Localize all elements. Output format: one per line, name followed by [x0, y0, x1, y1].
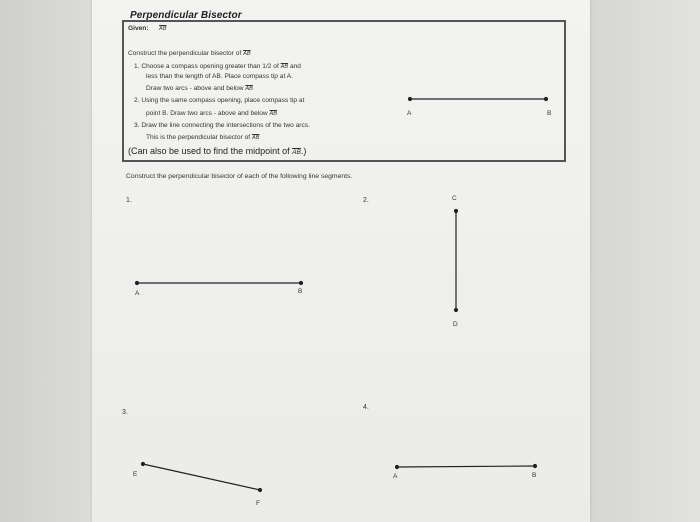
problem-3-point-f [259, 489, 262, 492]
construct-text: Construct the perpendicular bisector of [128, 50, 242, 57]
background-left [0, 0, 92, 522]
example-point-a [409, 98, 412, 101]
step1-c-seg: $\overline{AB}$ [245, 86, 253, 92]
problem-2-label-c: C [452, 195, 457, 202]
step2-b-text: point B. Draw two arcs - above and below [146, 110, 268, 117]
problem-4-label-b: B [532, 472, 537, 479]
problem-2-point-d [455, 309, 458, 312]
background-right [590, 0, 700, 522]
example-label-a: A [407, 110, 412, 117]
step2-b-seg: $\overline{AB}$ [269, 111, 277, 117]
exercise-instructions: Construct the perpendicular bisector of each of the following line segments. [126, 173, 353, 180]
problem-1-label-b: B [298, 288, 303, 295]
step2-line-a: 2. Using the same compass opening, place compass tip at [134, 97, 305, 104]
note-text: (Can also be used to find the midpoint of [128, 146, 290, 156]
problem-3-number: 3. [122, 409, 128, 416]
problem-2-number: 2. [363, 197, 369, 204]
problem-1-point-b [300, 282, 303, 285]
problem-1-number: 1. [126, 197, 132, 204]
step3-b-seg: $\overline{AB}$ [251, 135, 260, 141]
step1-text: 1. Choose a compass opening greater than 1/2 of [134, 63, 279, 70]
given-label: Given: [128, 25, 149, 32]
step1-line-b: less than the length of AB. Place compass tip at A. [146, 73, 293, 80]
step3-b-text: This is the perpendicular bisector of [146, 134, 251, 141]
problem-1-label-a: A [135, 290, 140, 297]
example-label-b: B [547, 110, 552, 117]
segments-drawing [92, 0, 590, 522]
problem-3-label-e: E [133, 471, 138, 478]
problem-4-point-a [396, 466, 399, 469]
step3-line-a: 3. Draw the line connecting the intersections of the two arcs. [134, 122, 310, 129]
problem-4-segment [397, 466, 535, 467]
problem-3-label-f: F [256, 500, 260, 507]
given-value: $\overline{AB}$ [159, 26, 167, 32]
step1-seg: $\overline{AB}$ [280, 64, 289, 70]
problem-3-segment [143, 464, 260, 490]
note-seg: $\overline{AB}$ [292, 149, 301, 156]
problem-2-label-d: D [453, 321, 458, 328]
problem-2-point-c [455, 210, 458, 213]
step1-c-text: Draw two arcs - above and below [146, 85, 244, 92]
problem-1-point-a [136, 282, 139, 285]
problem-4-point-b [534, 465, 537, 468]
note-end: .) [300, 146, 307, 156]
construct-seg: $\overline{AB}$ [243, 51, 251, 57]
problem-3-point-e [142, 463, 145, 466]
problem-4-number: 4. [363, 404, 369, 411]
page-title: Perpendicular Bisector [130, 10, 242, 21]
step1-end: and [289, 63, 301, 70]
worksheet-page [92, 0, 590, 522]
example-point-b [545, 98, 548, 101]
problem-4-label-a: A [393, 473, 398, 480]
